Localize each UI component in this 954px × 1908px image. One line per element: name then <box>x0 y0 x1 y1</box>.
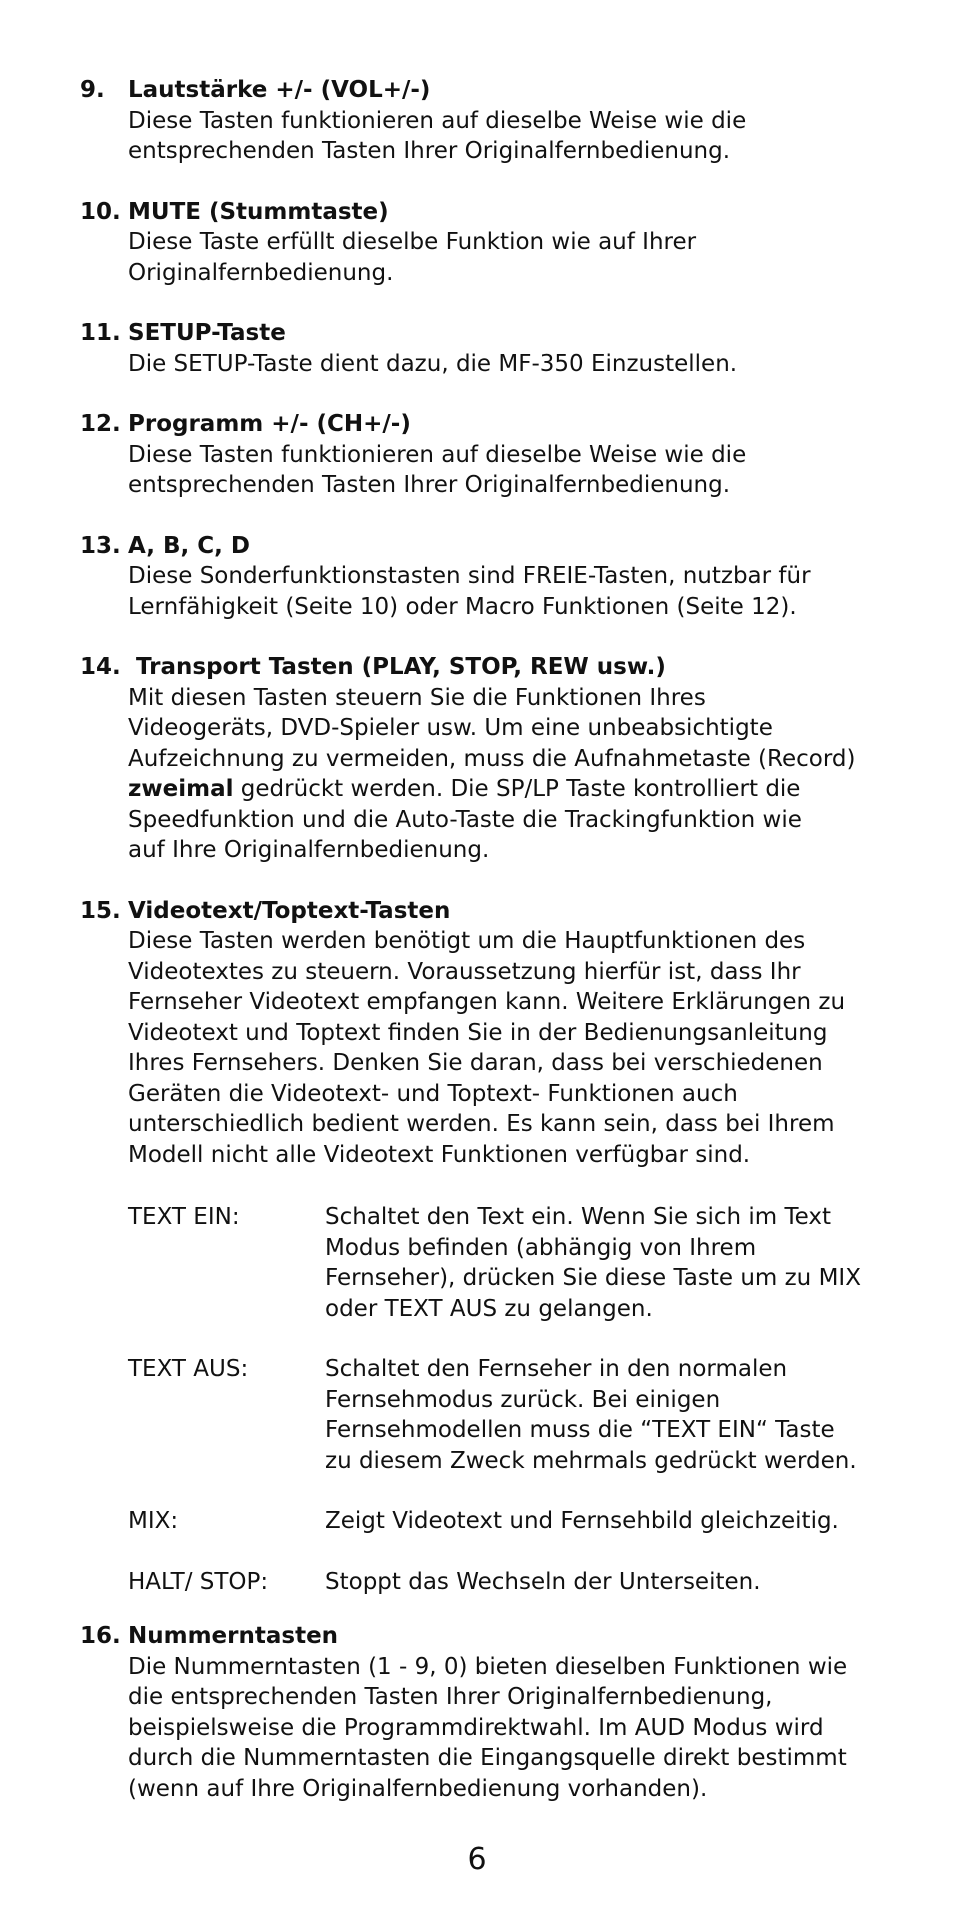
definition-line: Zeigt Videotext und Fernsehbild gleichzeitig. <box>325 1508 839 1534</box>
videotext-table <box>80 1202 900 1597</box>
section-14 <box>80 652 900 866</box>
definition-term: TEXT AUS: <box>128 1356 249 1382</box>
body-line: beispielsweise die Programmdirektwahl. Im AUD Modus wird <box>128 1714 824 1741</box>
section-number: 9. <box>80 77 105 103</box>
section-13 <box>80 531 900 623</box>
section-body <box>80 440 900 501</box>
section-heading <box>80 1621 900 1652</box>
definition-line: Schaltet den Fernseher in den normalen <box>325 1356 788 1382</box>
definition-line: Schaltet den Text ein. Wenn Sie sich im Text <box>325 1204 831 1230</box>
definition-row <box>128 1567 900 1598</box>
section-heading <box>80 318 900 349</box>
body-line: Diese Tasten werden benötigt um die Hauptfunktionen des <box>128 928 806 954</box>
section-heading <box>80 75 900 106</box>
definition-line: Modus befinden (abhängig von Ihrem <box>325 1234 757 1261</box>
section-number: 13. <box>80 532 121 559</box>
document-page <box>80 75 900 1834</box>
section-body <box>80 1652 900 1805</box>
section-number: 11. <box>80 320 121 346</box>
body-line: Modell nicht alle Videotext Funktionen verfügbar sind. <box>128 1141 751 1168</box>
section-heading <box>80 197 900 228</box>
section-title: MUTE (Stummtaste) <box>128 198 389 225</box>
section-11 <box>80 318 900 379</box>
section-title: Programm +/- (CH+/-) <box>128 411 411 437</box>
section-title: A, B, C, D <box>128 532 250 559</box>
body-line: entsprechenden Tasten Ihrer Originalfernbedienung. <box>128 138 731 164</box>
body-line: Mit diesen Tasten steuern Sie die Funktionen Ihres <box>128 684 706 711</box>
body-line: Aufzeichnung zu vermeiden, muss die Aufnahmetaste (Record) <box>128 745 856 772</box>
section-number: 15. <box>80 897 121 924</box>
definition-text <box>325 1354 900 1476</box>
body-line: Speedfunktion und die Auto-Taste die Trackingfunktion wie <box>128 806 802 833</box>
definition-line: Fernseher), drücken Sie diese Taste um zu MIX <box>325 1265 861 1291</box>
section-heading <box>80 409 900 440</box>
section-body <box>80 561 900 622</box>
section-title: Transport Tasten (PLAY, STOP, REW usw.) <box>136 654 666 680</box>
body-line: Diese Tasten funktionieren auf dieselbe Weise wie die <box>128 107 747 134</box>
definition-text <box>325 1567 900 1598</box>
definition-text <box>325 1506 900 1537</box>
section-12 <box>80 409 900 501</box>
body-line: Fernseher Videotext empfangen kann. Weitere Erklärungen zu <box>128 989 846 1015</box>
body-line: Die Nummerntasten (1 - 9, 0) bieten dieselben Funktionen wie <box>128 1653 848 1680</box>
section-title: Lautstärke +/- (VOL+/-) <box>128 77 431 103</box>
section-heading <box>80 531 900 562</box>
body-line: Videotext und Toptext finden Sie in der Bedienungsanleitung <box>128 1019 828 1046</box>
body-line: die entsprechenden Tasten Ihrer Originalfernbedienung, <box>128 1684 773 1710</box>
body-line: Die SETUP-Taste dient dazu, die MF-350 Einzustellen. <box>128 350 738 377</box>
body-line: Geräten die Videotext- und Toptext- Funktionen auch <box>128 1080 738 1107</box>
definition-line: Stoppt das Wechseln der Unterseiten. <box>325 1568 761 1595</box>
body-line: Videotextes zu steuern. Voraussetzung hierfür ist, dass Ihr <box>128 958 801 985</box>
section-10 <box>80 197 900 289</box>
section-9 <box>80 75 900 167</box>
section-title: Nummerntasten <box>128 1623 339 1649</box>
definition-text <box>325 1202 900 1324</box>
section-title: SETUP-Taste <box>128 320 286 346</box>
body-line: auf Ihre Originalfernbedienung. <box>128 837 490 863</box>
body-line: Ihres Fernsehers. Denken Sie daran, dass bei verschiedenen <box>128 1050 823 1076</box>
section-body <box>80 683 900 866</box>
body-line: Originalfernbedienung. <box>128 259 394 286</box>
section-title: Videotext/Toptext-Tasten <box>128 897 451 924</box>
section-number: 12. <box>80 411 121 437</box>
definition-line: oder TEXT AUS zu gelangen. <box>325 1295 653 1322</box>
emphasis-text: zweimal <box>128 776 234 802</box>
definition-line: Fernsehmodus zurück. Bei einigen <box>325 1386 721 1413</box>
definition-row <box>128 1506 900 1537</box>
section-16 <box>80 1621 900 1804</box>
body-line: Diese Taste erfüllt dieselbe Funktion wie auf Ihrer <box>128 229 697 255</box>
definition-line: Fernsehmodellen muss die “TEXT EIN“ Taste <box>325 1417 835 1443</box>
section-body <box>80 106 900 167</box>
section-body <box>80 926 900 1170</box>
body-text: gedrückt werden. Die SP/LP Taste kontrolliert die <box>233 776 801 802</box>
definition-row <box>128 1354 900 1476</box>
definition-term: MIX: <box>128 1508 179 1534</box>
body-line: entsprechenden Tasten Ihrer Originalfernbedienung. <box>128 472 731 498</box>
definition-line: zu diesem Zweck mehrmals gedrückt werden. <box>325 1447 857 1474</box>
section-body <box>80 227 900 288</box>
section-heading <box>80 652 900 683</box>
definition-row <box>128 1202 900 1324</box>
definition-term: HALT/ STOP: <box>128 1568 269 1595</box>
section-number: 14. <box>80 654 121 680</box>
body-line: Lernfähigkeit (Seite 10) oder Macro Funktionen (Seite 12). <box>128 593 797 620</box>
section-number: 10. <box>80 198 121 225</box>
body-line: Videogeräts, DVD-Spieler usw. Um eine unbeabsichtigte <box>128 715 773 741</box>
body-line <box>128 774 900 805</box>
page-number: 6 <box>467 1842 487 1877</box>
body-line: durch die Nummerntasten die Eingangsquelle direkt bestimmt <box>128 1745 847 1771</box>
definition-term: TEXT EIN: <box>128 1204 240 1230</box>
section-body <box>80 349 900 380</box>
section-number: 16. <box>80 1623 121 1649</box>
body-line: unterschiedlich bedient werden. Es kann sein, dass bei Ihrem <box>128 1111 835 1137</box>
body-line: Diese Sonderfunktionstasten sind FREIE-Tasten, nutzbar für <box>128 563 811 589</box>
body-line: (wenn auf Ihre Originalfernbedienung vorhanden). <box>128 1775 708 1802</box>
section-15 <box>80 896 900 1598</box>
body-line: Diese Tasten funktionieren auf dieselbe Weise wie die <box>128 441 747 468</box>
section-heading <box>80 896 900 927</box>
